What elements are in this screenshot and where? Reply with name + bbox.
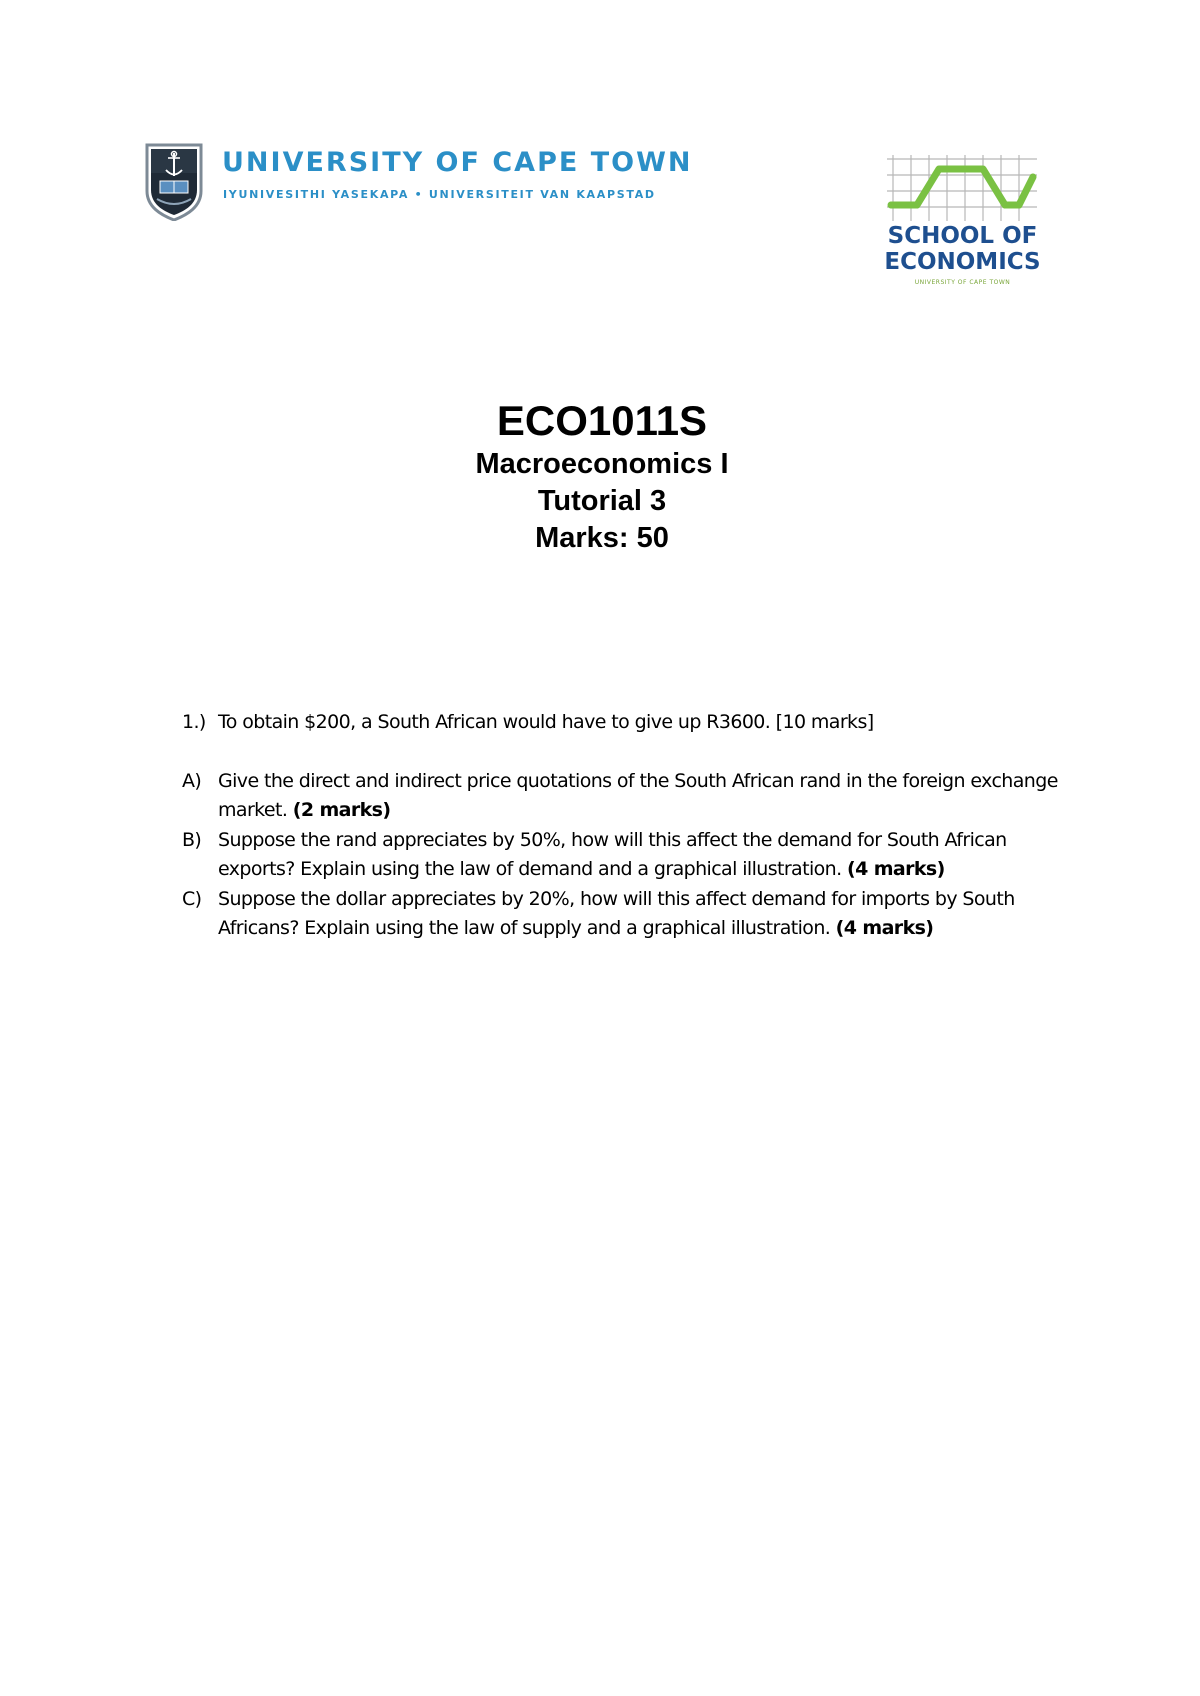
part-label: A)	[182, 769, 202, 792]
part-text: Suppose the rand appreciates by 50%, how will this affect the demand for South African exports? Explain using the law of demand and a graphical illustration.	[218, 828, 1007, 880]
total-marks: Marks: 50	[535, 522, 669, 554]
course-name: Macroeconomics I	[475, 448, 729, 480]
uct-logo	[145, 143, 693, 223]
question-part-b	[182, 826, 1062, 885]
school-title-line1: SCHOOL OF	[887, 223, 1038, 249]
part-text: Suppose the dollar appreciates by 20%, how will this affect demand for imports by South Africans? Explain using the law of supply and a graphical illustration.	[218, 887, 1015, 939]
school-of-economics-logo	[875, 155, 1050, 290]
uct-shield-icon	[145, 143, 203, 221]
economics-graph-icon	[887, 155, 1037, 223]
question-main	[182, 708, 1062, 738]
questions-section	[182, 708, 1062, 944]
question-text: To obtain $200, a South African would have to give up R3600. [10 marks]	[218, 711, 874, 733]
title-block	[0, 396, 1200, 557]
question-part-c	[182, 885, 1062, 944]
part-label: B)	[182, 828, 202, 851]
tutorial-number: Tutorial 3	[537, 485, 667, 517]
part-label: C)	[182, 887, 202, 910]
part-text: Give the direct and indirect price quotations of the South African rand in the foreign exchange market.	[218, 769, 1058, 821]
uct-name: UNIVERSITY OF CAPE TOWN	[222, 147, 693, 178]
question-part-a	[182, 767, 1062, 826]
part-marks: (2 marks)	[292, 799, 391, 821]
part-marks: (4 marks)	[846, 858, 945, 880]
part-marks: (4 marks)	[835, 917, 934, 939]
question-number: 1.)	[182, 711, 206, 733]
school-subtitle: UNIVERSITY OF CAPE TOWN	[914, 279, 1011, 286]
school-title-line2: ECONOMICS	[884, 249, 1041, 275]
uct-subtitle: IYUNIVESITHI YASEKAPA • UNIVERSITEIT VAN KAAPSTAD	[223, 188, 656, 201]
course-code: ECO1011S	[496, 397, 708, 444]
